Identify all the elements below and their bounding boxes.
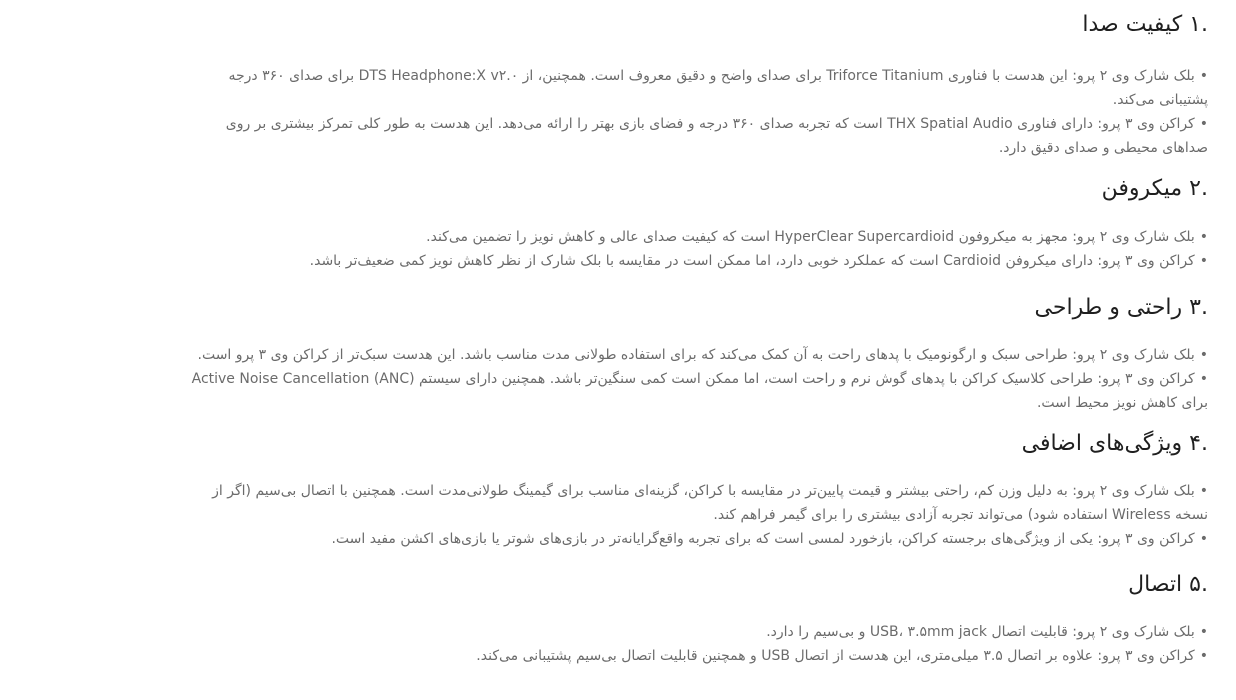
list-item [188, 620, 1208, 644]
list-item [188, 343, 1208, 367]
list-item-text: کراکن وی ۳ پرو: دارای میکروفن Cardioid است که عملکرد خوبی دارد، اما ممکن است در مقایسه با بلک شارک از نظر کاهش نویز کمی ضعیف‌تر باشد. [309, 253, 1195, 269]
section-heading: .۲ میکروفن [1101, 176, 1208, 201]
list-item-text: بلک شارک وی ۲ پرو: قابلیت اتصال USB، ۳.۵mm jack و بی‌سیم را دارد. [766, 624, 1195, 640]
bullet-icon: • [1199, 531, 1208, 547]
list-item-text: بلک شارک وی ۲ پرو: به دلیل وزن کم، راحتی بیشتر و قیمت پایین‌تر در مقایسه با کراکن، گزینه‌ای مناسب برای گیمینگ طولانی‌مدت است. همچنین با اتصال بی‌سیم (اگر از نسخه Wireless استفاده شود) می‌تواند تجربه آزادی بیشتری را برای گیمر فراهم کند. [212, 483, 1208, 523]
bullet-icon: • [1199, 229, 1208, 245]
list-item-text: کراکن وی ۳ پرو: یکی از ویژگی‌های برجسته کراکن، بازخورد لمسی است که برای تجربه واقع‌گرایانه‌تر در بازی‌های شوتر یا بازی‌های اکشن مفید است. [331, 531, 1195, 547]
section-connectivity [188, 571, 1208, 668]
bullet-icon: • [1199, 624, 1208, 640]
bullet-icon: • [1199, 253, 1208, 269]
list-item-text: بلک شارک وی ۲ پرو: این هدست با فناوری Triforce Titanium برای صدای واضح و دقیق معروف است. همچنین، از DTS Headphone:X v۲.۰ برای صدای ۳۶۰ درجه پشتیبانی می‌کند. [228, 68, 1208, 108]
section-heading: .۵ اتصال [1128, 572, 1208, 597]
list-item [188, 367, 1208, 415]
bullet-list [188, 64, 1208, 160]
list-item [188, 249, 1208, 273]
list-item-text: بلک شارک وی ۲ پرو: مجهز به میکروفون HyperClear Supercardioid است که کیفیت صدای عالی و کاهش نویز را تضمین می‌کند. [426, 229, 1195, 245]
list-item-text: کراکن وی ۳ پرو: علاوه بر اتصال ۳.۵ میلی‌متری، این هدست از اتصال USB و همچنین قابلیت اتصال بی‌سیم پشتیبانی می‌کند. [476, 648, 1195, 664]
section-heading: .۴ ویژگی‌های اضافی [1021, 431, 1208, 456]
bullet-icon: • [1199, 116, 1208, 132]
article-body [188, 0, 1208, 668]
bullet-icon: • [1199, 371, 1208, 387]
list-item [188, 225, 1208, 249]
section-comfort-design [188, 294, 1208, 415]
section-extra-features [188, 430, 1208, 551]
section-heading: .۳ راحتی و طراحی [1034, 295, 1208, 320]
bullet-icon: • [1199, 648, 1208, 664]
list-item [188, 112, 1208, 160]
section-sound-quality [188, 0, 1208, 160]
bullet-list [188, 343, 1208, 415]
bullet-list [188, 225, 1208, 273]
bullet-list [188, 479, 1208, 551]
bullet-list [188, 620, 1208, 668]
list-item-text: بلک شارک وی ۲ پرو: طراحی سبک و ارگونومیک با پدهای راحت به آن کمک می‌کند که برای استفاده طولانی مدت مناسب باشد. این هدست سبک‌تر از کراکن وی ۳ پرو است. [197, 347, 1195, 363]
bullet-icon: • [1199, 483, 1208, 499]
list-item-text: کراکن وی ۳ پرو: طراحی کلاسیک کراکن با پدهای گوش نرم و راحت است، اما ممکن است کمی سنگین‌تر باشد. همچنین دارای سیستم Active Noise Cancellation (ANC) برای کاهش نویز محیط است. [191, 371, 1208, 411]
list-item [188, 644, 1208, 668]
bullet-icon: • [1199, 68, 1208, 84]
section-microphone [188, 175, 1208, 273]
section-heading: .۱ کیفیت صدا [1082, 12, 1208, 37]
list-item [188, 527, 1208, 551]
list-item-text: کراکن وی ۳ پرو: دارای فناوری THX Spatial Audio است که تجربه صدای ۳۶۰ درجه و فضای بازی بهتر را ارائه می‌دهد. این هدست به طور کلی تمرکز بیشتری بر روی صداهای محیطی و صدای دقیق دارد. [225, 116, 1208, 156]
list-item [188, 64, 1208, 112]
list-item [188, 479, 1208, 527]
bullet-icon: • [1199, 347, 1208, 363]
